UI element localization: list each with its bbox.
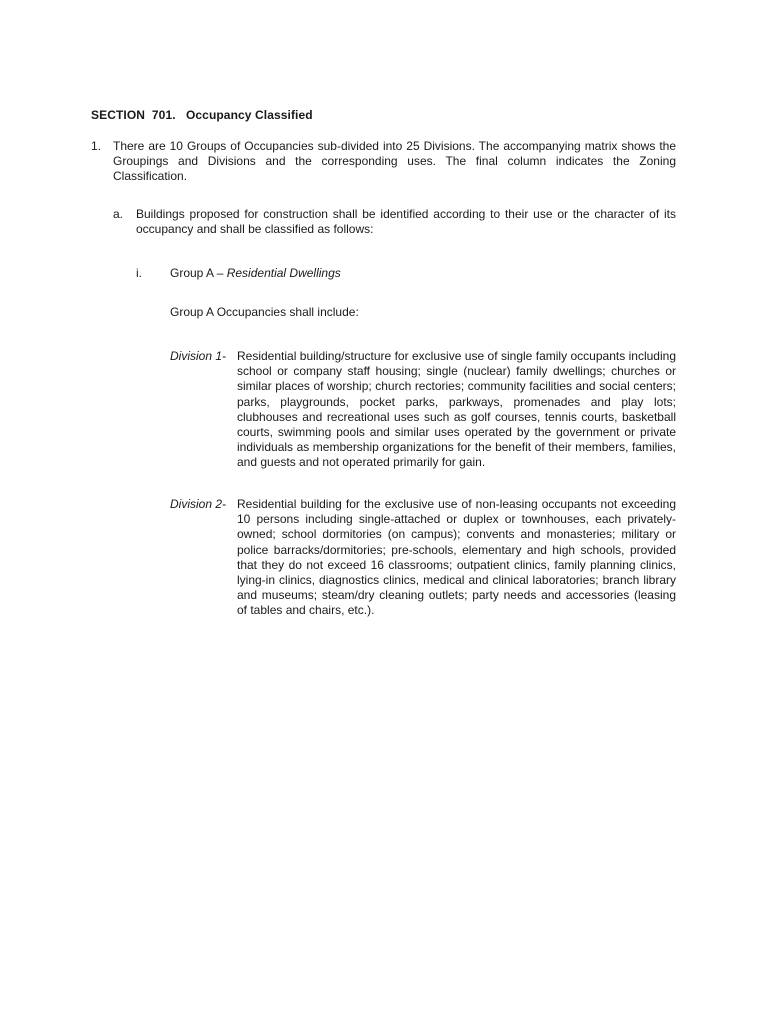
item-1-paragraph: There are 10 Groups of Occupancies sub-divided into 25 Divisions. The accompanying matrix shows the Groupings and Divisions and the corresponding uses. The final column indicates the Zoning Classification. (113, 139, 676, 184)
group-a-name: Residential Dwellings (226, 266, 341, 280)
division-1-label: Division 1- (170, 349, 227, 363)
item-a-paragraph: Buildings proposed for construction shall be identified according to their use or the character of its occupancy and shall be classified as follows: (136, 207, 676, 237)
section-heading: SECTION 701. Occupancy Classified (91, 108, 313, 122)
division-2-text: Residential building for the exclusive use of non-leasing occupants not exceeding 10 persons including single-attached or duplex or townhouses, each privately-owned; school dormitories (on campus); convents and monasteries; military or police barracks/dormitories; pre-schools, elementary and high schools, provided that they do not exceed 16 classrooms; outpatient clinics, family planning clinics, lying-in clinics, diagnostics clinics, medical and clinical laboratories; branch library and museums; steam/dry cleaning outlets; party needs and accessories (leasing of tables and chairs, etc.). (237, 497, 676, 618)
item-i-numeral: i. (136, 266, 142, 280)
group-a-title (170, 266, 341, 280)
item-1-number: 1. (91, 139, 102, 153)
division-2-label: Division 2- (170, 497, 227, 511)
division-1-text: Residential building/structure for exclusive use of single family occupants including school or company staff housing; single (nuclear) family dwellings; churches or similar places of worship; church rectories; community facilities and social centers; parks, playgrounds, pocket parks, parkways, promenades and play lots; clubhouses and recreational uses such as golf courses, tennis courts, basketball courts, swimming pools and similar uses operated by the government or private individuals as membership organizations for the benefit of their members, families, and guests and not operated primarily for gain. (237, 349, 676, 470)
item-a-letter: a. (113, 207, 124, 221)
group-a-subheading: Group A Occupancies shall include: (170, 305, 359, 319)
group-a-prefix: Group A – (170, 266, 227, 280)
